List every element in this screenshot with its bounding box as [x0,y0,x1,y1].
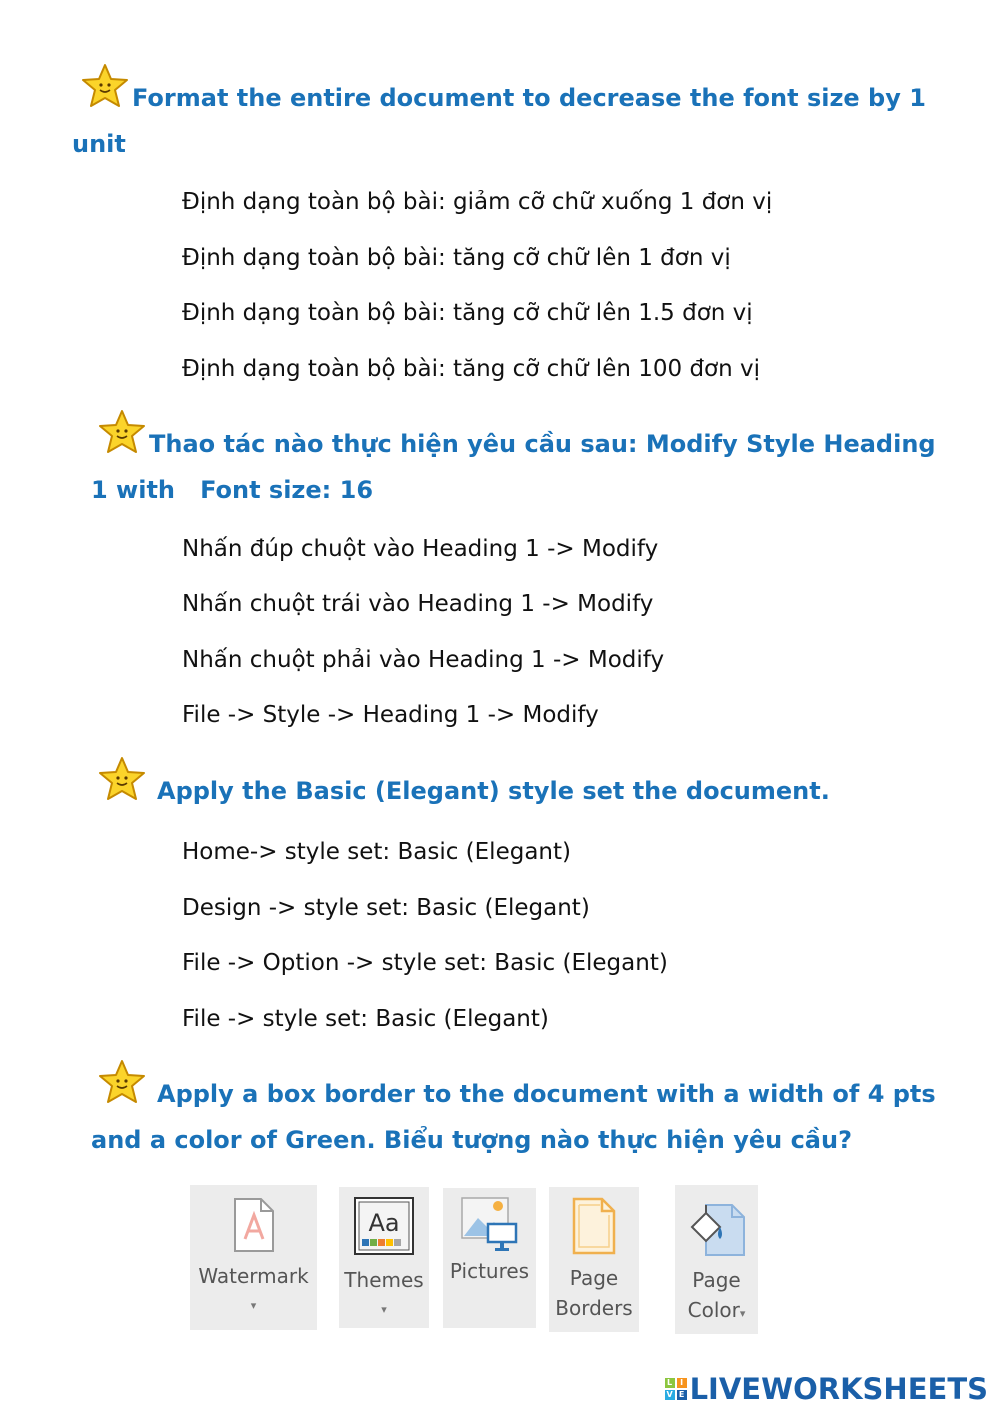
question-1-option-3[interactable]: Định dạng toàn bộ bài: tăng cỡ chữ lên 1.5 đơn vị [182,300,753,326]
question-3 [97,755,967,816]
logo-tile: E [677,1390,687,1400]
question-3-option-2[interactable]: Design -> style set: Basic (Elegant) [182,895,590,921]
question-2-option-1[interactable]: Nhấn đúp chuột vào Heading 1 -> Modify [182,536,659,562]
pictures-icon [458,1192,522,1256]
question-1-title-line1: Format the entire document to decrease the font size by 1 [132,84,926,112]
star-icon [80,62,130,123]
question-4 [91,1058,961,1161]
logo-grid-icon [665,1378,687,1400]
question-4-title-line2: and a color of Green. Biểu tượng nào thực hiện yêu cầu? [91,1126,853,1154]
liveworksheets-logo [665,1372,988,1406]
question-3-option-1[interactable]: Home-> style set: Basic (Elegant) [182,839,571,865]
page-borders-label-line2: Borders [555,1296,633,1320]
chevron-down-icon: ▾ [250,1299,257,1312]
watermark-label: Watermark [198,1264,309,1288]
logo-tile: L [665,1378,675,1388]
chevron-down-icon: ▾ [739,1307,746,1320]
chevron-down-icon: ▾ [381,1303,387,1316]
question-1 [72,62,952,165]
page-borders-icon [570,1195,618,1257]
question-2-title-line1: Thao tác nào thực hiện yêu cầu sau: Modify Style Heading [149,430,936,458]
question-3-option-3[interactable]: File -> Option -> style set: Basic (Elegant) [182,950,668,976]
question-2-option-4[interactable]: File -> Style -> Heading 1 -> Modify [182,702,599,728]
star-icon [97,755,147,816]
logo-text: LIVEWORKSHEETS [689,1372,988,1406]
question-2-option-3[interactable]: Nhấn chuột phải vào Heading 1 -> Modify [182,647,665,673]
page-borders-label-line1: Page [569,1266,619,1290]
question-3-title-line1: Apply the Basic (Elegant) style set the document. [157,777,830,805]
logo-tile: V [666,1390,673,1399]
star-icon [97,408,147,469]
question-1-option-4[interactable]: Định dạng toàn bộ bài: tăng cỡ chữ lên 100 đơn vị [182,356,760,382]
page-color-label-line2: Color▾ [687,1298,746,1322]
logo-tile: I [677,1378,687,1388]
question-2-option-2[interactable]: Nhấn chuột trái vào Heading 1 -> Modify [182,591,654,617]
pictures-label: Pictures [449,1259,530,1283]
question-3-option-4[interactable]: File -> style set: Basic (Elegant) [182,1006,549,1032]
page-color-label-line1: Page [692,1268,741,1292]
question-1-option-2[interactable]: Định dạng toàn bộ bài: tăng cỡ chữ lên 1 đơn vị [182,245,731,271]
themes-label: Themes [344,1268,424,1292]
page-color-button[interactable] [675,1185,758,1334]
question-4-title-line1: Apply a box border to the document with a width of 4 pts [157,1080,936,1108]
star-icon [97,1058,147,1119]
watermark-icon [229,1195,279,1255]
watermark-button[interactable] [190,1185,317,1330]
page-borders-button[interactable] [549,1187,639,1332]
page-color-icon [686,1197,748,1259]
pictures-button[interactable] [443,1188,536,1328]
question-1-title-line2: unit [72,130,126,158]
themes-button[interactable] [339,1187,429,1328]
svg-text:Aa: Aa [368,1209,400,1237]
question-2-title-line2: 1 with Font size: 16 [91,476,374,504]
themes-icon [352,1195,416,1257]
question-2 [91,408,961,511]
question-1-option-1[interactable]: Định dạng toàn bộ bài: giảm cỡ chữ xuống 1 đơn vị [182,189,773,215]
